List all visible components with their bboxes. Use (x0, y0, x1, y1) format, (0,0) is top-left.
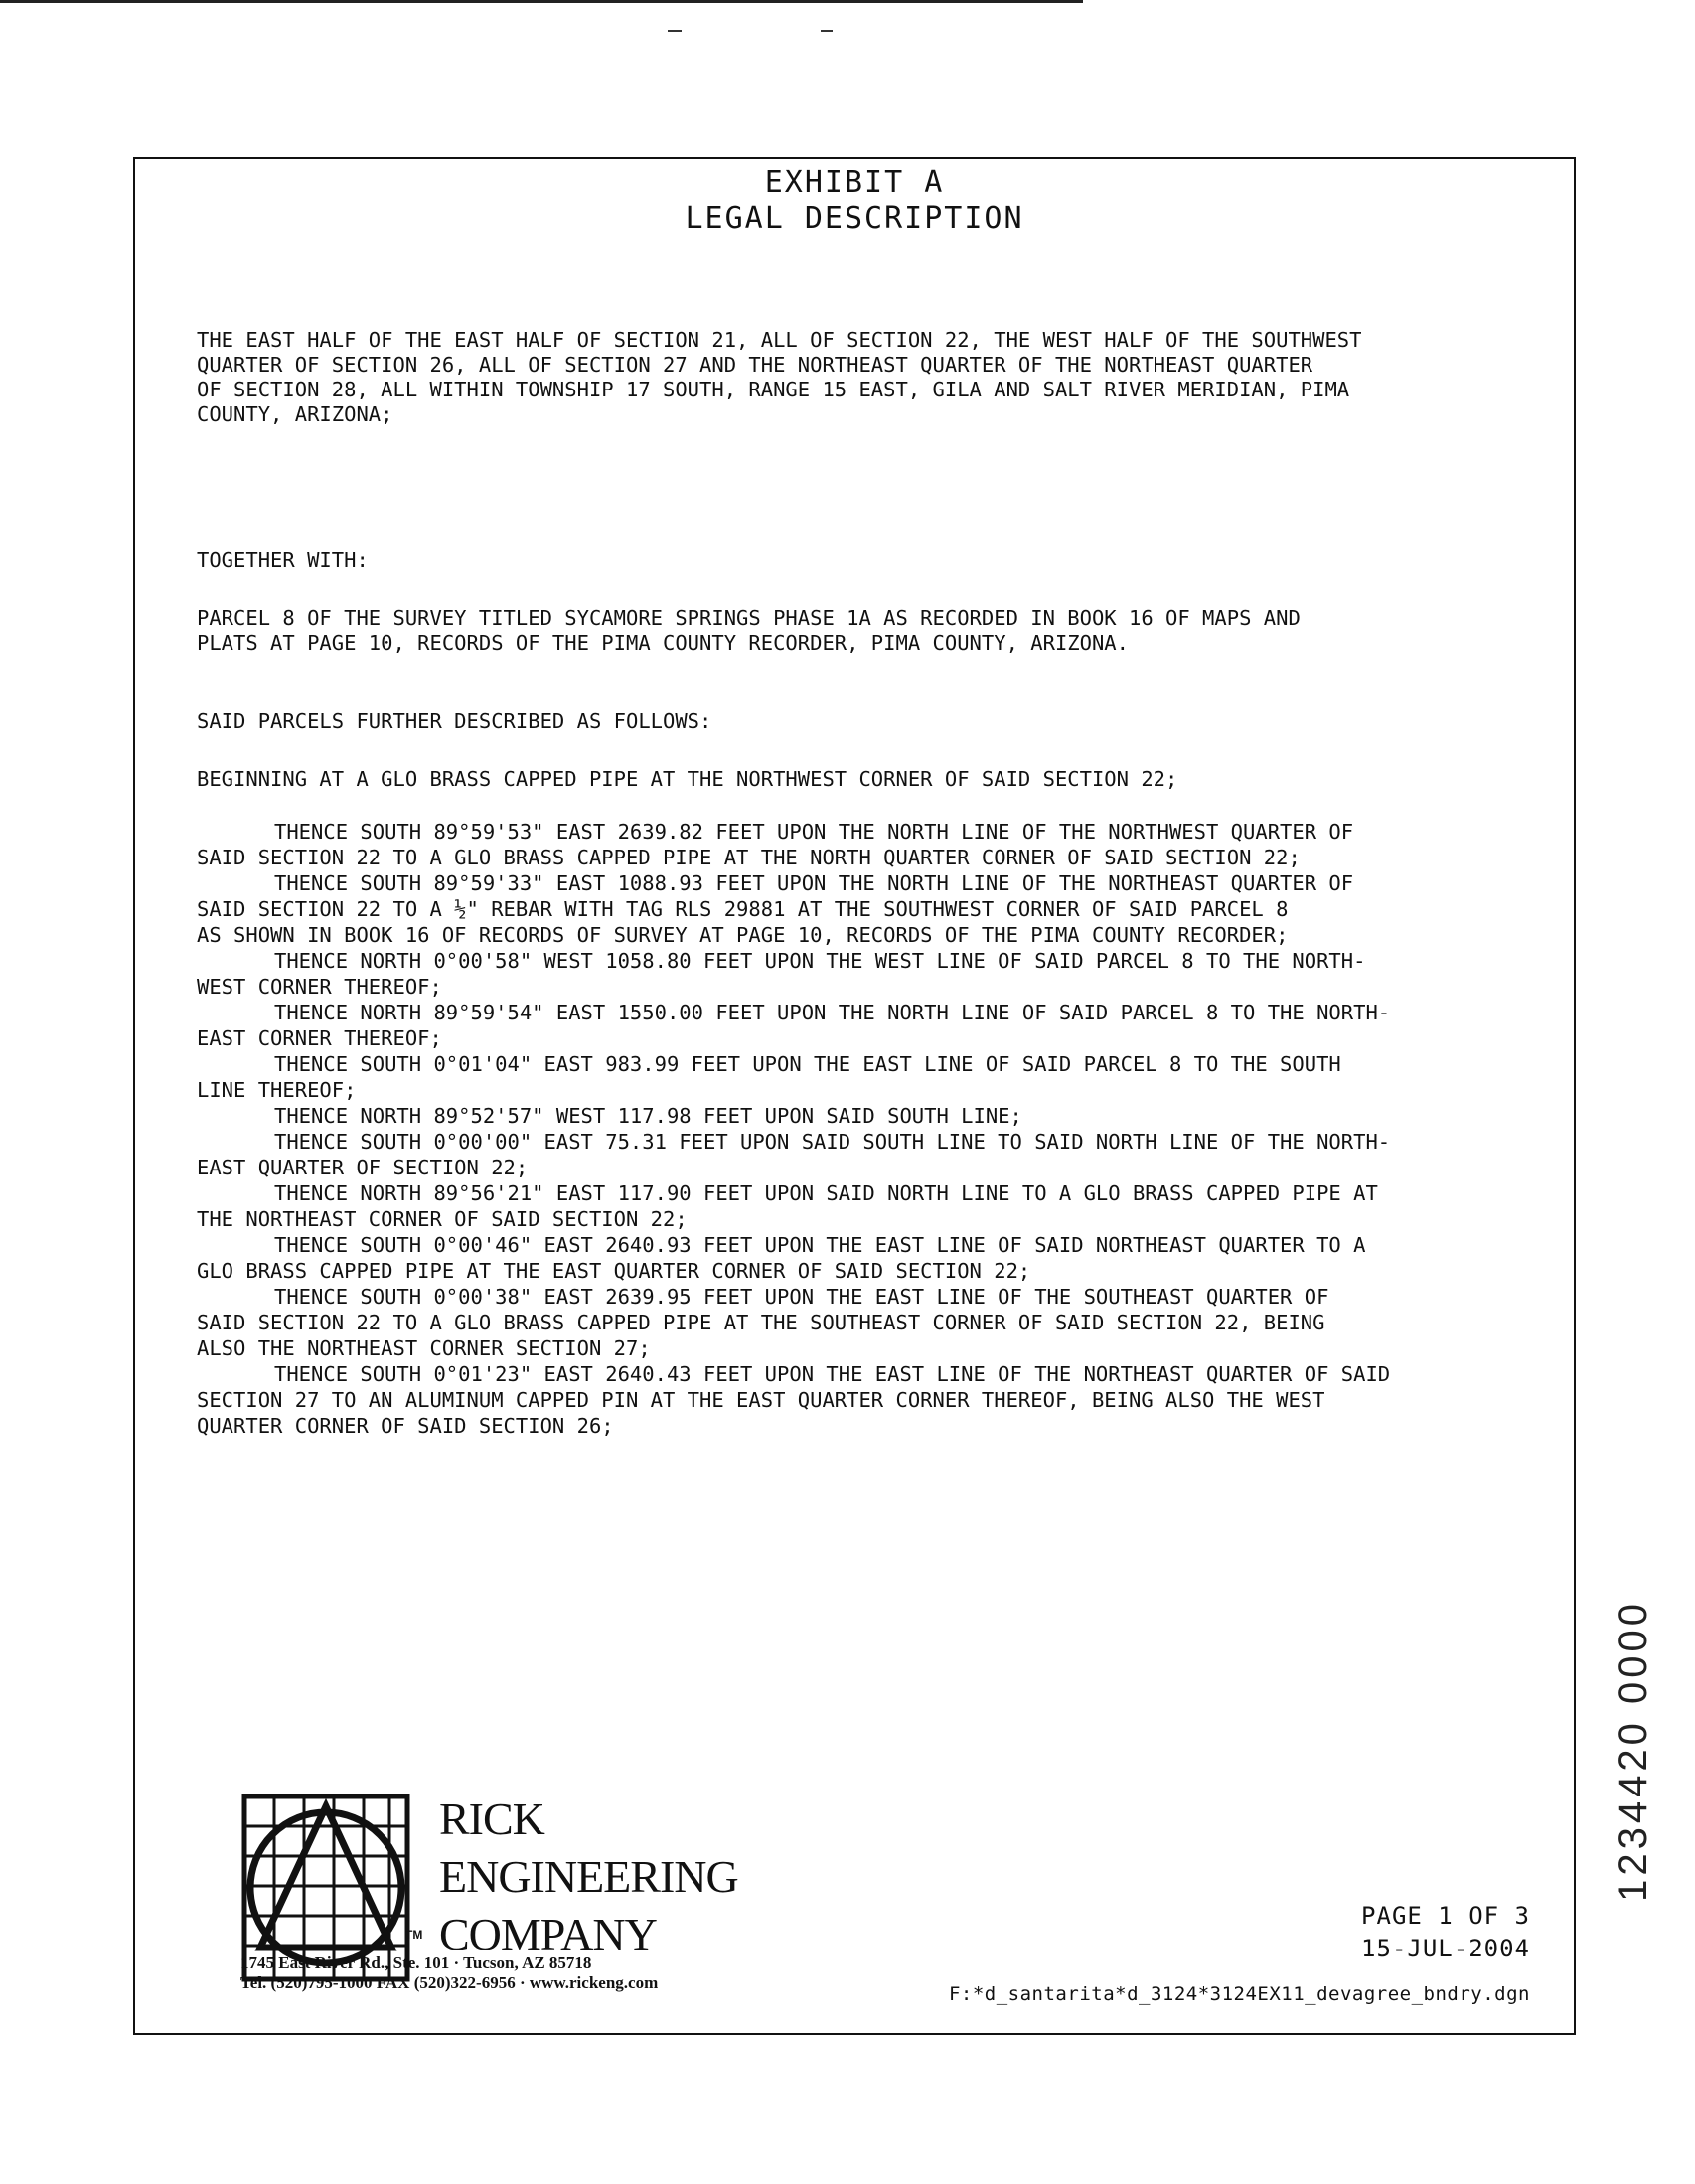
course-continuation-line: LINE THEREOF; (197, 1078, 357, 1102)
course-continuation-line: QUARTER CORNER OF SAID SECTION 26; (197, 1414, 614, 1438)
course-line: THENCE NORTH 89°59'54" EAST 1550.00 FEET UPON THE NORTH LINE OF SAID PARCEL 8 TO THE NORTH- (274, 1001, 1391, 1024)
paragraph-parcel-8 (197, 606, 1508, 656)
said-parcels-heading: SAID PARCELS FURTHER DESCRIBED AS FOLLOWS: (197, 709, 712, 733)
exhibit-title: EXHIBIT A (764, 165, 945, 200)
course-continuation-line: ALSO THE NORTHEAST CORNER SECTION 27; (197, 1336, 651, 1360)
trademark-mark: TM (405, 1928, 423, 1942)
course-continuation-line: SECTION 27 TO AN ALUMINUM CAPPED PIN AT THE EAST QUARTER CORNER THEREOF, BEING ALSO THE WEST (197, 1388, 1325, 1412)
course-continuation-line: THE NORTHEAST CORNER OF SAID SECTION 22; (197, 1207, 688, 1231)
course-continuation-line: GLO BRASS CAPPED PIPE AT THE EAST QUARTER CORNER OF SAID SECTION 22; (197, 1259, 1031, 1283)
legal-description-title: LEGAL DESCRIPTION (685, 201, 1024, 235)
text-line: PLATS AT PAGE 10, RECORDS OF THE PIMA COUNTY RECORDER, PIMA COUNTY, ARIZONA. (197, 631, 1129, 655)
course-continuation-line: SAID SECTION 22 TO A ½" REBAR WITH TAG RLS 29881 AT THE SOUTHWEST CORNER OF SAID PARCEL 8 (197, 897, 1289, 921)
company-name-line1: RICK (439, 1794, 544, 1844)
document-date: 15-JUL-2004 (1361, 1935, 1530, 1962)
company-name (439, 1791, 738, 1963)
top-edge-rule (0, 0, 1083, 3)
course-line: THENCE NORTH 89°52'57" WEST 117.98 FEET UPON SAID SOUTH LINE; (274, 1104, 1022, 1128)
paragraph-description (197, 328, 1508, 427)
course-line: THENCE SOUTH 0°00'38" EAST 2639.95 FEET UPON THE EAST LINE OF THE SOUTHEAST QUARTER OF (274, 1285, 1329, 1309)
course-line: THENCE SOUTH 0°01'04" EAST 983.99 FEET UPON THE EAST LINE OF SAID PARCEL 8 TO THE SOUTH (274, 1052, 1341, 1076)
course-continuation-line: SAID SECTION 22 TO A GLO BRASS CAPPED PIPE AT THE SOUTHEAST CORNER OF SAID SECTION 22, BEING (197, 1311, 1325, 1334)
text-line: THE EAST HALF OF THE EAST HALF OF SECTION 21, ALL OF SECTION 22, THE WEST HALF OF THE SOUTHWEST (197, 328, 1362, 352)
document-frame (133, 157, 1576, 2035)
text-line: QUARTER OF SECTION 26, ALL OF SECTION 27 AND THE NORTHEAST QUARTER OF THE NORTHEAST QUARTER (197, 353, 1313, 377)
course-line: THENCE SOUTH 0°01'23" EAST 2640.43 FEET UPON THE EAST LINE OF THE NORTHEAST QUARTER OF SAID (274, 1362, 1391, 1386)
course-line: THENCE NORTH 0°00'58" WEST 1058.80 FEET UPON THE WEST LINE OF SAID PARCEL 8 TO THE NORTH- (274, 949, 1366, 973)
company-name-line3: COMPANY (439, 1909, 657, 1959)
beginning-statement: BEGINNING AT A GLO BRASS CAPPED PIPE AT THE NORTHWEST CORNER OF SAID SECTION 22; (197, 767, 1178, 791)
company-address-block (240, 1953, 658, 1993)
course-continuation-line: AS SHOWN IN BOOK 16 OF RECORDS OF SURVEY AT PAGE 10, RECORDS OF THE PIMA COUNTY RECORDER; (197, 923, 1289, 947)
together-with-heading: TOGETHER WITH: (197, 548, 369, 572)
company-contact: Tel. (520)795-1000 FAX (520)322-6956 · www.rickeng.com (240, 1973, 659, 1992)
text-line: OF SECTION 28, ALL WITHIN TOWNSHIP 17 SOUTH, RANGE 15 EAST, GILA AND SALT RIVER MERIDIAN, PIMA (197, 378, 1350, 401)
company-address: 1745 East River Rd., Ste. 101 · Tucson, AZ 85718 (240, 1953, 592, 1972)
course-continuation-line: EAST QUARTER OF SECTION 22; (197, 1156, 529, 1179)
course-line: THENCE SOUTH 0°00'46" EAST 2640.93 FEET UPON THE EAST LINE OF SAID NORTHEAST QUARTER TO A (274, 1233, 1366, 1257)
text-line: COUNTY, ARIZONA; (197, 402, 393, 426)
course-continuation-line: WEST CORNER THEREOF; (197, 975, 442, 999)
top-scan-mark (821, 30, 833, 32)
course-line: THENCE SOUTH 89°59'53" EAST 2639.82 FEET UPON THE NORTH LINE OF THE NORTHWEST QUARTER OF (274, 820, 1354, 844)
company-name-line2: ENGINEERING (439, 1851, 738, 1902)
course-line: THENCE NORTH 89°56'21" EAST 117.90 FEET UPON SAID NORTH LINE TO A GLO BRASS CAPPED PIPE AT (274, 1181, 1378, 1205)
course-continuation-line: SAID SECTION 22 TO A GLO BRASS CAPPED PIPE AT THE NORTH QUARTER CORNER OF SAID SECTION 22; (197, 846, 1301, 869)
page-info (1361, 1900, 1530, 1965)
course-line: THENCE SOUTH 0°00'00" EAST 75.31 FEET UPON SAID SOUTH LINE TO SAID NORTH LINE OF THE NORTH- (274, 1130, 1391, 1154)
file-path: F:*d_santarita*d_3124*3124EX11_devagree_bndry.dgn (948, 1983, 1530, 2005)
top-scan-mark (668, 30, 682, 32)
course-line: THENCE SOUTH 89°59'33" EAST 1088.93 FEET UPON THE NORTH LINE OF THE NORTHEAST QUARTER OF (274, 871, 1354, 895)
course-continuation-line: EAST CORNER THEREOF; (197, 1026, 442, 1050)
metes-and-bounds-courses (197, 819, 1508, 1439)
page-number: PAGE 1 OF 3 (1361, 1902, 1530, 1930)
text-line: PARCEL 8 OF THE SURVEY TITLED SYCAMORE SPRINGS PHASE 1A AS RECORDED IN BOOK 16 OF MAPS AND (197, 606, 1301, 630)
side-stamp-number: 1234420 0000 (1612, 1600, 1655, 1902)
